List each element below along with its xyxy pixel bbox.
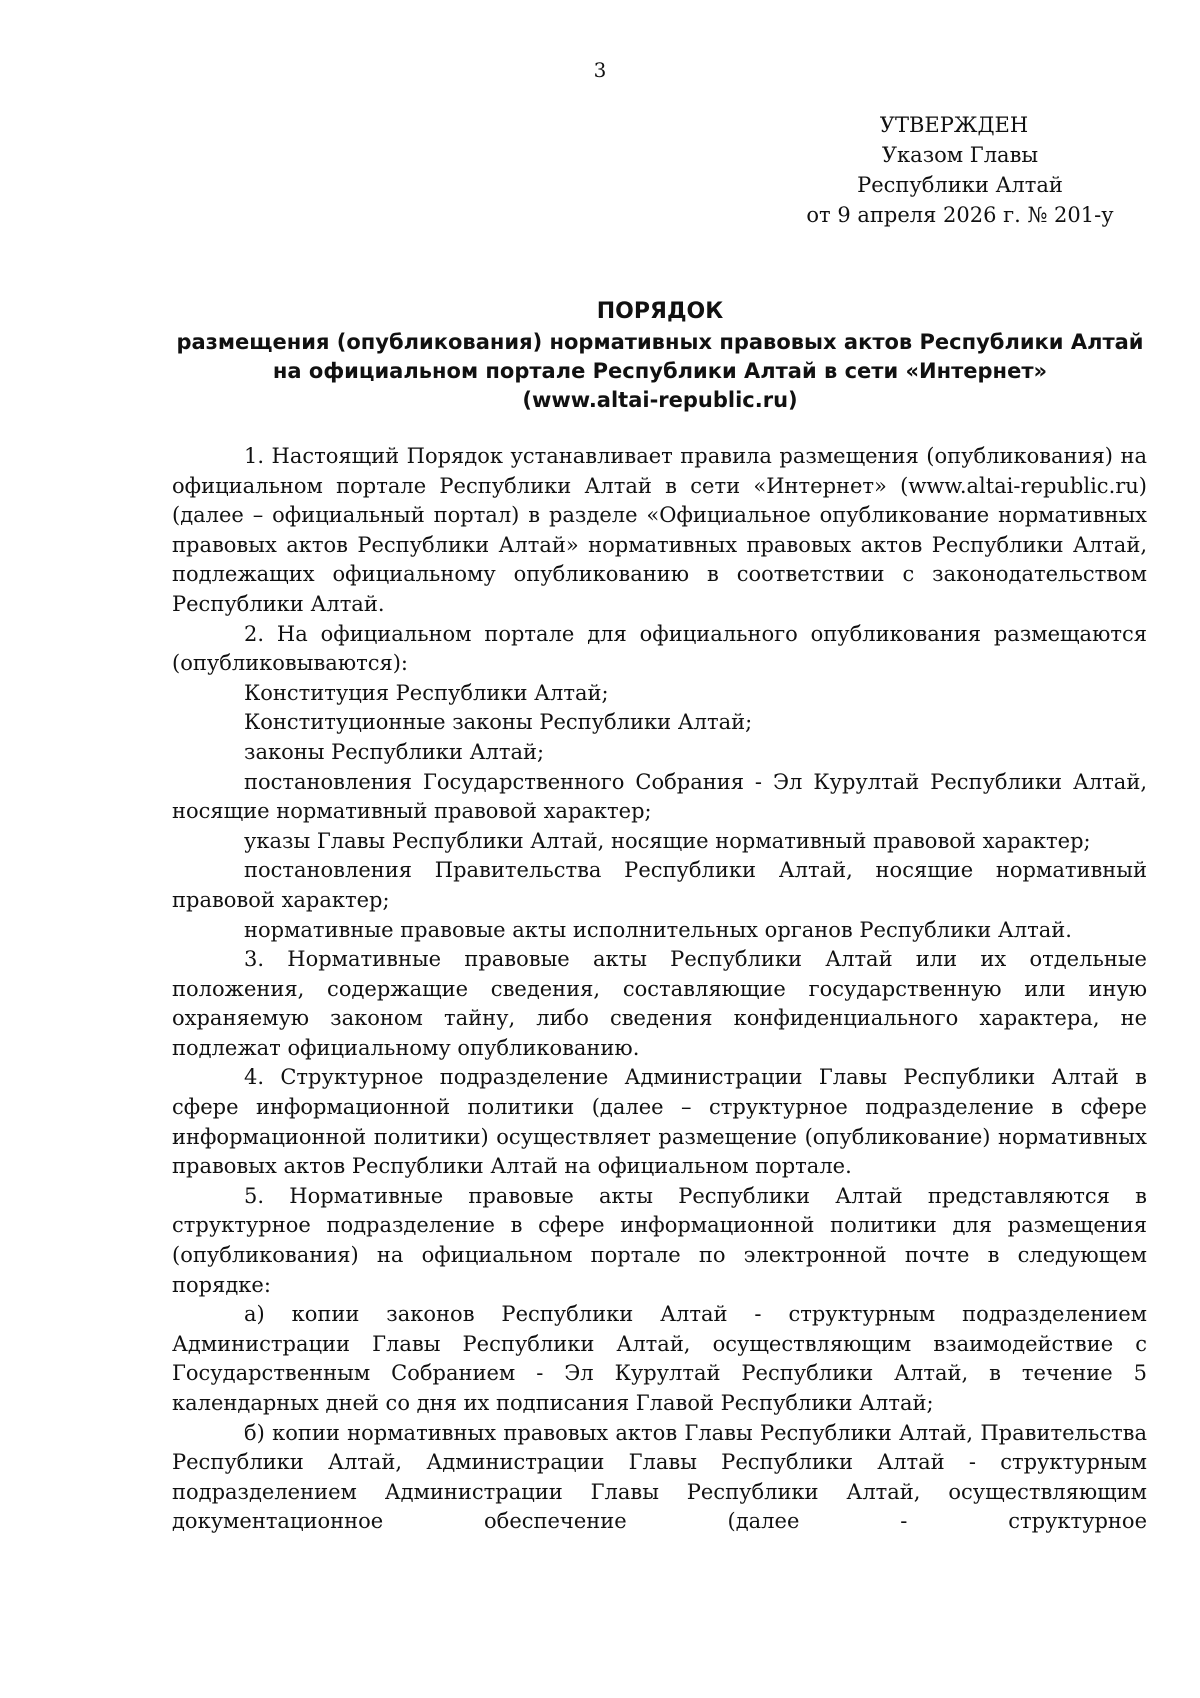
document-subtitle-line-1: размещения (опубликования) нормативных правовых актов Республики Алтай (176, 330, 1144, 354)
paragraph-5a: а) копии законов Республики Алтай - структурным подразделением Администрации Главы Республики Алтай, осуществляющим взаимодействие с Государственным Собранием - Эл Курултай Республики Алтай, в течение 5 календарных дней со дня их подписания Главой Республики Алтай; (172, 1302, 1147, 1415)
approval-date-number: от 9 апреля 2026 г. № 201-у (806, 203, 1114, 227)
document-subtitle-line-2: на официальном портале Республики Алтай в сети «Интернет» (272, 359, 1048, 383)
paragraph-2: 2. На официальном портале для официального опубликования размещаются (опубликовываются): (172, 621, 1147, 676)
paragraph-3: 3. Нормативные правовые акты Республики Алтай или их отдельные положения, содержащие сведения, составляющие государственную или иную охраняемую законом тайну, либо сведения конфиденциального характера, не подлежат официальному опубликованию. (172, 947, 1147, 1060)
list-item: нормативные правовые акты исполнительных органов Республики Алтай. (244, 917, 1072, 942)
approval-line-2: Указом Главы (881, 143, 1039, 167)
document-title: ПОРЯДОК (596, 299, 724, 324)
paragraph-1: 1. Настоящий Порядок устанавливает правила размещения (опубликования) на официальном портале Республики Алтай в сети «Интернет» (www.altai-republic.ru) (далее – официальный портал) в разделе «Официальное опубликование нормативных правовых актов Республики Алтай» нормативных правовых актов Республики Алтай, подлежащих официальному опубликованию в соответствии с законодательством Республики Алтай. (172, 444, 1147, 616)
list-item: законы Республики Алтай; (244, 739, 545, 764)
document-title-block (170, 296, 1150, 415)
approval-line-3: Республики Алтай (857, 173, 1063, 197)
list-item: Конституционные законы Республики Алтай; (244, 710, 753, 735)
list-item: постановления Государственного Собрания - Эл Курултай Республики Алтай, носящие нормативный правовой характер; (172, 769, 1147, 824)
list-item: указы Главы Республики Алтай, носящие нормативный правовой характер; (244, 828, 1091, 853)
paragraph-5: 5. Нормативные правовые акты Республики Алтай представляются в структурное подразделение в сфере информационной политики для размещения (опубликования) на официальном портале по электронной почте в следующем порядке: (172, 1183, 1147, 1297)
page-number: 3 (593, 58, 607, 82)
paragraph-5b: б) копии нормативных правовых актов Главы Республики Алтай, Правительства Республики Алтай, Администрации Главы Республики Алтай - структурным подразделением Администрации Главы Республики Алтай, осуществляющим документационное обеспечение (далее - структурное (172, 1420, 1147, 1534)
list-item: постановления Правительства Республики Алтай, носящие нормативный правовой характер; (172, 858, 1147, 912)
approval-heading: УТВЕРЖДЕН (879, 113, 1029, 137)
list-item: Конституция Республики Алтай; (244, 680, 609, 705)
paragraph-4: 4. Структурное подразделение Администрации Главы Республики Алтай в сфере информационной политики (далее – структурное подразделение в сфере информационной политики) осуществляет размещение (опубликование) нормативных правовых актов Республики Алтай на официальном портале. (172, 1065, 1147, 1179)
document-subtitle-line-3: (www.altai-republic.ru) (522, 388, 798, 412)
approval-stamp-block (800, 110, 1120, 230)
document-body (172, 442, 1147, 1537)
